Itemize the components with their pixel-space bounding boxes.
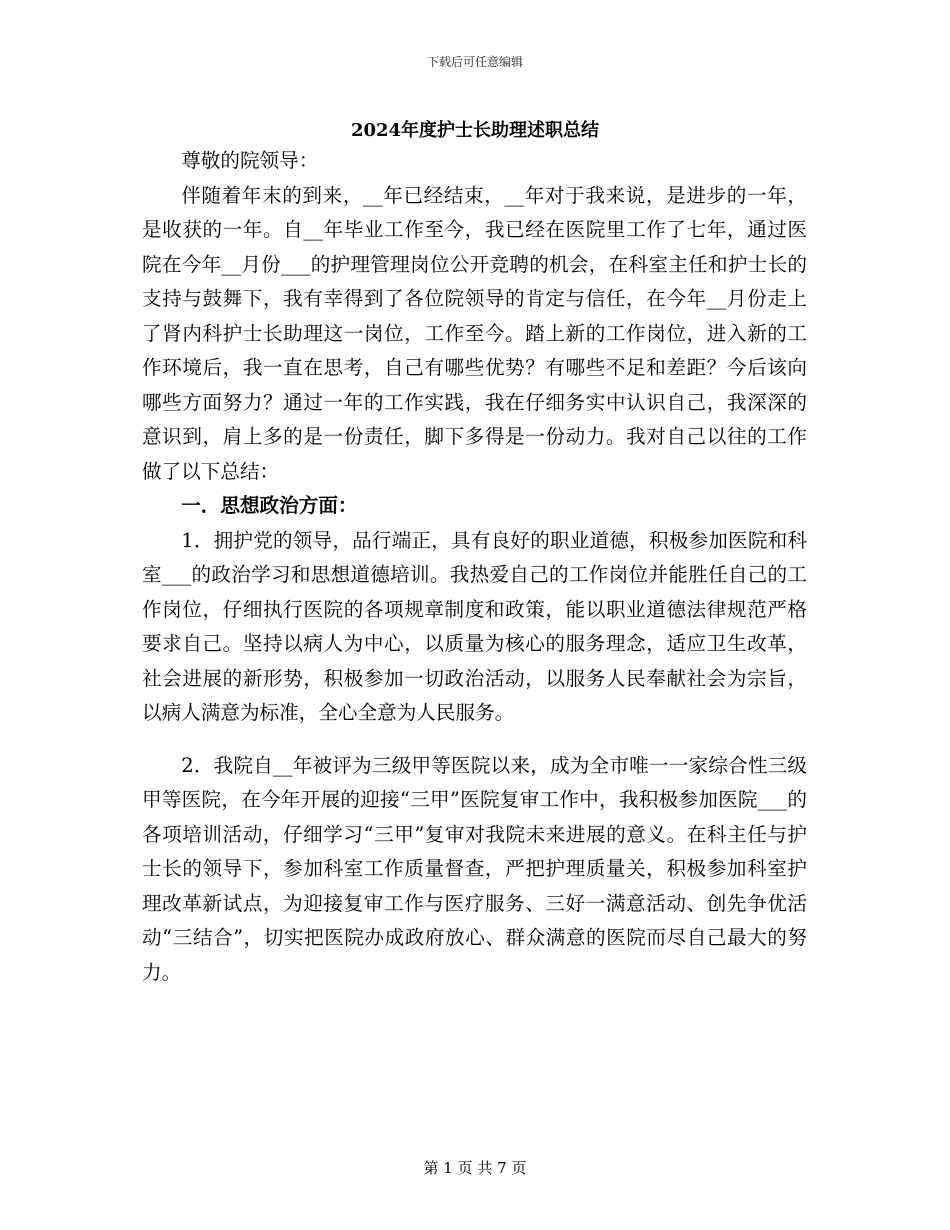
page-number: 第 1 页 共 7 页: [423, 1159, 527, 1177]
page-header-note: 下载后可任意编辑: [426, 55, 523, 69]
document-body: [142, 144, 807, 990]
salutation: 尊敬的院领导：: [181, 149, 319, 172]
item-paragraph-1: 1．拥护党的领导，品行端正，具有良好的职业道德，积极参加医院和科室___的政治学习和思想道德培训。我热爱自己的工作岗位并能胜任自己的工作岗位，仔细执行医院的各项规章制度和政策，能以职业道德法律规范严格要求自己。坚持以病人为中心，以质量为核心的服务理念，适应卫生改革，社会进展的新形势，积极参加一切政治活动，以服务人民奉献社会为宗旨，以病人满意为标准，全心全意为人民服务。: [142, 528, 807, 724]
item-paragraph-2: 2．我院自__年被评为三级甲等医院以来，成为全市唯一一家综合性三级甲等医院，在今年开展的迎接“三甲”医院复审工作中，我积极参加医院___的各项培训活动，仔细学习“三甲”复审对我院未来进展的意义。在科主任与护士长的领导下，参加科室工作质量督查，严把护理质量关，积极参加科室护理改革新试点，为迎接复审工作与医疗服务、三好一满意活动、创先争优活动“三结合”，切实把医院办成政府放心、群众满意的医院而尽自己最大的努力。: [142, 753, 807, 984]
document-title: 2024年度护士长助理述职总结: [350, 120, 600, 141]
section-heading-ideology: 一．思想政治方面：: [181, 494, 358, 517]
intro-paragraph: 伴随着年末的到来，__年已经结束，__年对于我来说，是进步的一年，是收获的一年。自__年毕业工作至今，我已经在医院里工作了七年，通过医院在今年__月份___的护理管理岗位公开竞聘的机会，在科室主任和护士长的支持与鼓舞下，我有幸得到了各位院领导的肯定与信任，在今年__月份走上了肾内科护士长助理这一岗位，工作至今。踏上新的工作岗位，进入新的工作环境后，我一直在思考，自己有哪些优势？有哪些不足和差距？今后该向哪些方面努力？通过一年的工作实践，我在仔细务实中认识自己，我深深的意识到，肩上多的是一份责任，脚下多得是一份动力。我对自己以往的工作做了以下总结：: [142, 183, 807, 483]
